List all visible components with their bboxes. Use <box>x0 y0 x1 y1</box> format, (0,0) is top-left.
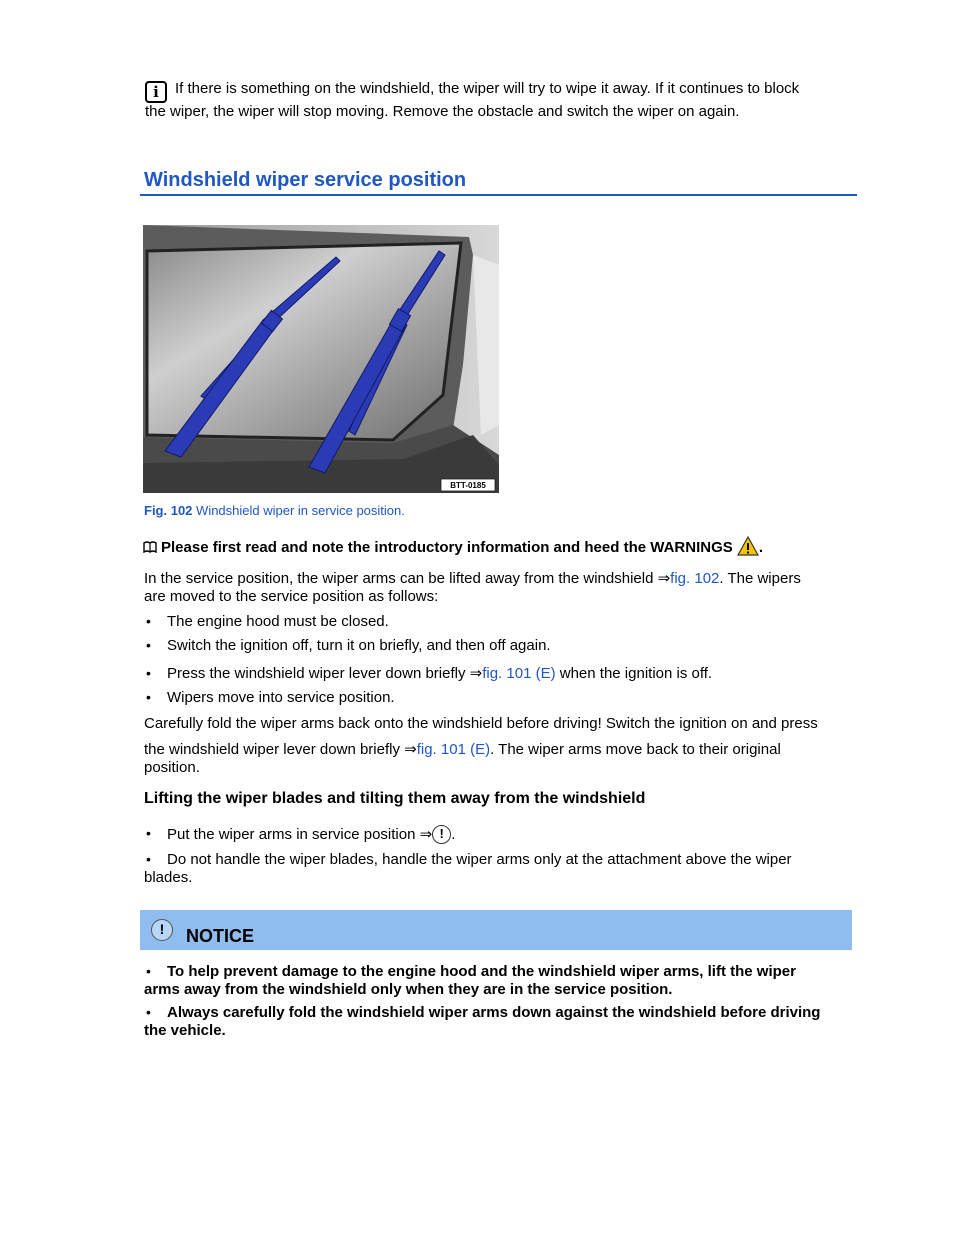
bullet-marker: • <box>146 613 151 629</box>
exclamation-icon[interactable]: ! <box>432 825 451 844</box>
bullet-marker: • <box>146 963 151 979</box>
section-rule <box>140 194 857 196</box>
warning-triangle-icon <box>737 536 759 556</box>
info-note <box>145 80 865 121</box>
bullet-ignition-off: Switch the ignition off, turn it on briefly, and then off again. <box>167 637 551 654</box>
figure-image <box>143 225 499 493</box>
figure-caption <box>144 503 405 518</box>
bullet-marker: • <box>146 825 151 841</box>
caption-number: Fig. 102 <box>144 503 193 518</box>
notice-item-1-line2: arms away from the windshield only when they are in the service position. <box>144 981 673 998</box>
fig-101-e-link-2[interactable]: fig. 101 (E) <box>416 741 491 758</box>
notice-item-2-line1: Always carefully fold the windshield wiper arms down against the windshield before driving <box>167 1004 821 1021</box>
bullet-marker: • <box>146 1004 151 1020</box>
exclamation-icon: ! <box>151 919 173 941</box>
paragraph-service-position: In the service position, the wiper arms can be lifted away from the windshield ⇒fig. 102. The wipers are moved to the service position as follows: <box>144 570 801 605</box>
note-line-2: the wiper, the wiper will stop moving. Remove the obstacle and switch the wiper on again. <box>145 103 740 120</box>
book-icon <box>143 541 157 553</box>
bullet-press-lever: Press the windshield wiper lever down briefly ⇒fig. 101 (E) when the ignition is off. <box>167 665 713 682</box>
caption-text: Windshield wiper in service position. <box>196 503 405 518</box>
bullet-wipers-move: Wipers move into service position. <box>167 689 395 706</box>
subheading-lifting-wipers: Lifting the wiper blades and tilting them away from the windshield <box>144 790 646 807</box>
intro-text: Please first read and note the introductory information and heed the WARNINGS <box>161 539 733 556</box>
bullet-handle-arms-line1: Do not handle the wiper blades, handle the wiper arms only at the attachment above the wiper <box>167 851 792 868</box>
intro-line: Please first read and note the introductory information and heed the WARNINGS . <box>143 536 763 558</box>
note-line-1: If there is something on the windshield, the wiper will try to wipe it away. If it continues to block <box>175 80 800 97</box>
bullet-marker: • <box>146 689 151 705</box>
notice-title: NOTICE <box>186 926 255 946</box>
bullet-handle-arms-line2: blades. <box>144 869 193 886</box>
bullet-marker: • <box>146 665 151 681</box>
paragraph-fold-back: Carefully fold the wiper arms back onto the windshield before driving! Switch the ignition on and press the windshield wiper lever down briefly ⇒fig. 101 (E). The wiper arms move back to their original position. <box>144 715 818 776</box>
notice-item-2-line2: the vehicle. <box>144 1022 226 1039</box>
figure-code: BTT-0185 <box>450 481 486 490</box>
notice-banner <box>140 910 852 950</box>
notice-item-1-line1: To help prevent damage to the engine hood and the windshield wiper arms, lift the wiper <box>167 963 796 980</box>
bullet-hood-closed: The engine hood must be closed. <box>167 613 389 630</box>
windshield-wiper-illustration <box>143 225 499 493</box>
section-title: Windshield wiper service position <box>144 169 467 191</box>
fig-102-link[interactable]: fig. 102 <box>670 570 720 587</box>
fig-101-e-link[interactable]: fig. 101 (E) <box>482 665 556 682</box>
info-icon: i <box>145 81 167 103</box>
bullet-marker: • <box>146 851 151 867</box>
bullet-marker: • <box>146 637 151 653</box>
bullet-service-position: Put the wiper arms in service position ⇒ ! . <box>167 826 456 843</box>
